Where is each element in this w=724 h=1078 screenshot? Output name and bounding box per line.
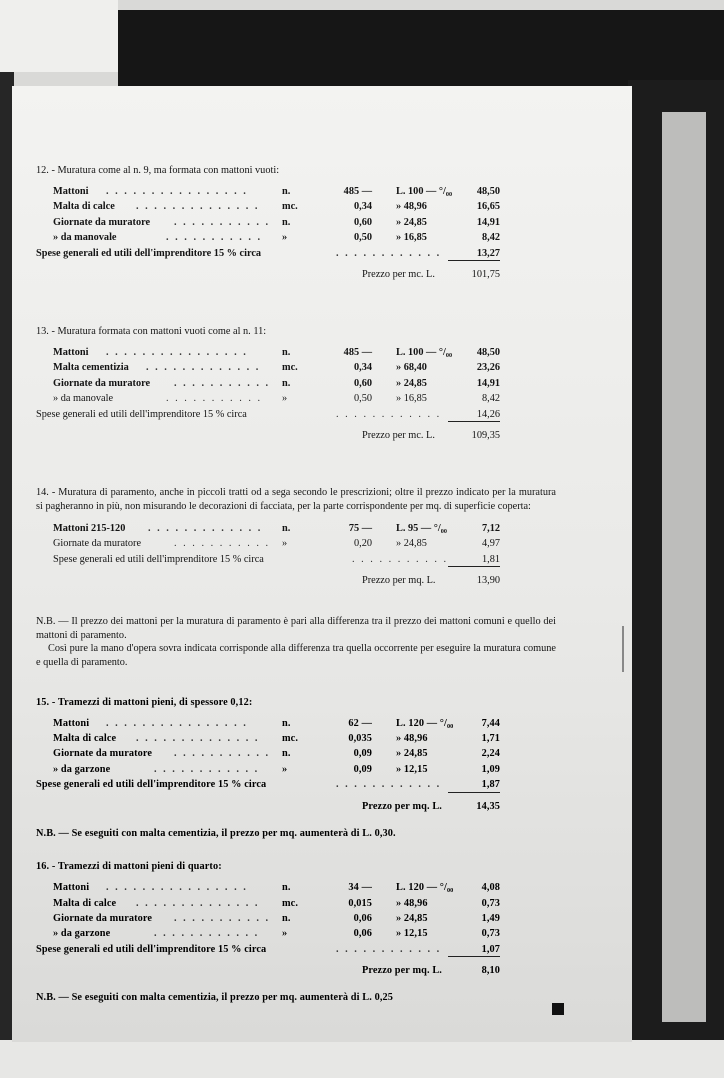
item-label: Spese generali ed utili dell'imprenditore 15 % circa — [36, 943, 267, 955]
item-amount: 48,50 — [476, 186, 500, 197]
item-rate: » 16,85 — [396, 393, 427, 405]
item-unit: mc. — [282, 733, 299, 745]
item-amount: 1,49 — [481, 912, 500, 924]
item-label: Mattoni 215-120 — [53, 523, 126, 535]
item-label: Mattoni — [53, 717, 90, 729]
item-label: Spese generali ed utili dell'imprenditore 15 % circa — [36, 408, 247, 420]
section-heading: 16. - Tramezzi di mattoni pieni di quarto: — [36, 861, 222, 873]
item-rate: L. 95 — °/₀₀ — [396, 523, 447, 535]
item-rate: » 24,85 — [396, 377, 427, 389]
item-label: Malta di calce — [53, 201, 115, 213]
table-row: » da manovale . . . . . . . . . . . » 0,50 » 16,85 8,42 — [53, 393, 500, 405]
table-row: Spese generali ed utili dell'imprenditore 15 % circa . . . . . . . . . . . . 13,27 — [36, 248, 556, 263]
item-qty: 34 — — [348, 882, 372, 894]
item-qty: 0,50 — [353, 232, 372, 244]
item-label: Giornate da muratore — [53, 377, 151, 389]
item-rate: » 24,85 — [396, 912, 428, 924]
note-14 — [36, 615, 556, 669]
item-qty: 0,09 — [353, 748, 372, 760]
section-heading: 12. - Muratura come al n. 9, ma formata con mattoni vuoti: — [36, 165, 280, 176]
cost-table — [36, 718, 556, 795]
item-amount: 7,44 — [481, 717, 500, 729]
table-row: Giornate da muratore . . . . . . . . . . . n. 0,60 » 24,85 14,91 — [53, 216, 500, 228]
item-amount: 4,08 — [481, 882, 500, 894]
cost-table — [36, 347, 556, 424]
item-unit: n. — [282, 523, 291, 535]
item-amount: 14,91 — [476, 216, 500, 228]
item-label: Spese generali ed utili dell'imprenditore 15 % circa — [53, 553, 264, 565]
item-label: Malta cementizia — [53, 362, 129, 374]
item-rate: » 24,85 — [396, 748, 428, 760]
document-page — [12, 86, 632, 1042]
table-row: Spese generali ed utili dell'imprenditore 15 % circa . . . . . . . . . . . . 1,87 — [36, 779, 556, 794]
section-13 — [36, 325, 556, 446]
item-qty: 0,09 — [353, 763, 372, 775]
table-row: Mattoni . . . . . . . . . . . . . . . . n. 62 — L. 120 — °/₀₀ 7,44 — [53, 717, 500, 729]
note-paragraph: N.B. — Se eseguiti con malta cementizia, il prezzo per mq. aumenterà di L. 0,30. — [36, 827, 396, 839]
section-14 — [36, 486, 556, 591]
table-row: Mattoni . . . . . . . . . . . . . . . . n. 485 — L. 100 — °/₀₀ 48,50 — [53, 186, 500, 197]
table-row: Malta di calce . . . . . . . . . . . . . . mc. 0,34 » 48,96 16,65 — [53, 201, 500, 213]
cost-table — [36, 882, 556, 959]
item-unit: » — [282, 538, 288, 550]
total-value: 14,35 — [476, 800, 500, 812]
item-label: » da manovale — [53, 393, 114, 405]
table-row: Malta di calce . . . . . . . . . . . . . . mc. 0,035 » 48,96 1,71 — [53, 733, 500, 745]
item-label: Giornate da muratore — [53, 912, 153, 924]
item-label: Giornate da muratore — [53, 748, 153, 760]
item-unit: n. — [282, 748, 291, 760]
table-row: Malta cementizia . . . . . . . . . . . . . mc. 0,34 » 68,40 23,26 — [53, 362, 500, 374]
total-label: Prezzo per mq. L. — [362, 965, 442, 977]
table-row: Mattoni . . . . . . . . . . . . . . . . n. 34 — L. 120 — °/₀₀ 4,08 — [53, 882, 500, 894]
table-row: Giornate da muratore . . . . . . . . . . . n. 0,60 » 24,85 14,91 — [53, 377, 500, 389]
cost-table — [36, 523, 556, 569]
table-row: » da garzone . . . . . . . . . . . . » 0,06 » 12,15 0,73 — [53, 928, 500, 940]
table-row: Giornate da muratore . . . . . . . . . . . » 0,20 » 24,85 4,97 — [53, 538, 500, 550]
item-unit: » — [282, 393, 288, 405]
item-qty: 0,60 — [353, 377, 372, 389]
total-value: 13,90 — [476, 575, 500, 587]
item-amount: 23,26 — [476, 362, 500, 374]
item-amount: 0,73 — [481, 897, 500, 909]
item-rate: » 12,15 — [396, 928, 428, 940]
item-qty: 485 — — [343, 186, 372, 197]
item-amount: 16,65 — [476, 201, 500, 213]
scan-margin-top — [0, 0, 118, 72]
item-label: Malta di calce — [53, 897, 117, 909]
cost-table — [36, 186, 556, 263]
item-label: » da garzone — [53, 928, 111, 940]
scan-next-page-edge — [662, 112, 706, 1022]
page-content — [36, 164, 556, 1005]
total-value: 8,10 — [481, 965, 500, 977]
note-paragraph: Così pure la mano d'opera sovra indicata corrisponde alla differenza tra quella occorrente per eseguire la muratura comune e quella di paramento. — [36, 643, 556, 669]
item-unit: n. — [282, 186, 291, 197]
item-amount: 8,42 — [481, 393, 500, 405]
item-amount: 1,87 — [448, 779, 500, 793]
section-12 — [36, 164, 556, 285]
table-row: Mattoni 215-120 . . . . . . . . . . . . . n. 75 — L. 95 — °/₀₀ 7,12 — [53, 523, 500, 535]
scan-dark-band — [118, 10, 724, 88]
note-paragraph: N.B. — Il prezzo dei mattoni per la muratura di paramento è pari alla differenza tra il prezzo dei mattoni comuni e quello dei mattoni di paramento. — [36, 616, 556, 641]
item-label: Mattoni — [53, 882, 90, 894]
item-rate: » 24,85 — [396, 216, 427, 228]
item-amount: 4,97 — [481, 538, 500, 550]
item-unit: » — [282, 763, 288, 775]
item-label: Malta di calce — [53, 733, 117, 745]
item-qty: 485 — — [343, 346, 372, 358]
total-row — [36, 799, 556, 817]
scan-margin-bottom — [0, 1040, 724, 1078]
item-unit: mc. — [282, 362, 298, 374]
item-amount: 1,71 — [481, 733, 500, 745]
item-unit: n. — [282, 346, 291, 358]
item-label: Giornate da muratore — [53, 216, 151, 228]
item-rate: » 12,15 — [396, 763, 428, 775]
item-label: Spese generali ed utili dell'imprenditore 15 % circa — [36, 779, 267, 791]
item-qty: 0,06 — [353, 912, 372, 924]
item-qty: 0,34 — [353, 201, 372, 213]
total-row — [36, 573, 556, 591]
item-amount: 2,24 — [481, 748, 500, 760]
total-label: Prezzo per mc. L. — [362, 429, 435, 441]
note-15 — [36, 827, 556, 841]
section-16 — [36, 860, 556, 981]
item-qty: 0,20 — [353, 538, 372, 550]
item-amount: 14,26 — [448, 409, 500, 423]
total-row — [36, 267, 556, 285]
item-rate: » 48,96 — [396, 897, 428, 909]
item-rate: » 68,40 — [396, 362, 427, 374]
item-qty: 0,50 — [353, 393, 372, 405]
item-amount: 7,12 — [481, 523, 500, 535]
total-label: Prezzo per mq. L. — [362, 575, 436, 587]
item-label: » da garzone — [53, 763, 111, 775]
item-rate: » 24,85 — [396, 538, 427, 550]
item-qty: 0,035 — [348, 733, 372, 745]
item-amount: 48,50 — [476, 346, 500, 358]
item-amount: 8,42 — [481, 232, 500, 244]
table-row: Malta di calce . . . . . . . . . . . . . . mc. 0,015 » 48,96 0,73 — [53, 897, 500, 909]
section-15 — [36, 696, 556, 817]
item-unit: n. — [282, 216, 291, 228]
table-row: Spese generali ed utili dell'imprenditore 15 % circa . . . . . . . . . . . . 1,07 — [36, 944, 556, 959]
item-amount: 1,81 — [448, 554, 500, 568]
item-label: Giornate da muratore — [53, 538, 142, 550]
table-row: Giornate da muratore . . . . . . . . . . . n. 0,06 » 24,85 1,49 — [53, 912, 500, 924]
total-value: 109,35 — [471, 429, 500, 441]
item-qty: 0,015 — [348, 897, 372, 909]
item-unit: mc. — [282, 897, 299, 909]
item-qty: 62 — — [348, 717, 372, 729]
page-stamp — [552, 1003, 564, 1015]
item-unit: » — [282, 232, 288, 244]
total-row — [36, 428, 556, 446]
table-row: » da garzone . . . . . . . . . . . . » 0,09 » 12,15 1,09 — [53, 763, 500, 775]
item-rate: » 48,96 — [396, 201, 427, 213]
item-unit: » — [282, 928, 288, 940]
total-row — [36, 963, 556, 981]
item-unit: n. — [282, 912, 291, 924]
item-rate: L. 120 — °/₀₀ — [396, 882, 454, 894]
item-qty: 0,06 — [353, 928, 372, 940]
item-label: Spese generali ed utili dell'imprenditore 15 % circa — [36, 247, 262, 259]
table-row: Spese generali ed utili dell'imprenditore 15 % circa . . . . . . . . . . . 1,81 — [36, 554, 556, 569]
item-amount: 1,09 — [481, 763, 500, 775]
item-rate: » 48,96 — [396, 733, 428, 745]
item-rate: L. 120 — °/₀₀ — [396, 717, 454, 729]
item-rate: L. 100 — °/₀₀ — [396, 346, 453, 358]
total-value: 101,75 — [471, 268, 500, 280]
item-amount: 1,07 — [448, 944, 500, 958]
table-row: Mattoni . . . . . . . . . . . . . . . . n. 485 — L. 100 — °/₀₀ 48,50 — [53, 346, 500, 358]
item-qty: 75 — — [348, 523, 372, 535]
note-paragraph: N.B. — Se eseguiti con malta cementizia, il prezzo per mq. aumenterà di L. 0,25 — [36, 992, 393, 1004]
item-unit: mc. — [282, 201, 298, 213]
item-rate: » 16,85 — [396, 232, 427, 244]
item-qty: 0,60 — [353, 216, 372, 228]
item-amount: 14,91 — [476, 377, 500, 389]
total-label: Prezzo per mq. L. — [362, 800, 442, 812]
item-label: Mattoni — [53, 186, 89, 197]
item-label: » da manovale — [53, 232, 117, 244]
table-row: » da manovale . . . . . . . . . . . » 0,50 » 16,85 8,42 — [53, 232, 500, 244]
section-heading: 14. - Muratura di paramento, anche in piccoli tratti od a sega secondo le prescrizioni; oltre il prezzo indicato per la muratura si pagheranno in più, non misurando le decorazioni di facciata, per la parte corrispondente per mq. di superficie coperta: — [36, 486, 556, 512]
section-heading: 13. - Muratura formata con mattoni vuoti come al n. 11: — [36, 325, 267, 337]
item-amount: 0,73 — [481, 928, 500, 940]
scan-mark — [622, 626, 624, 672]
item-unit: n. — [282, 377, 291, 389]
table-row: Giornate da muratore . . . . . . . . . . . n. 0,09 » 24,85 2,24 — [53, 748, 500, 760]
item-unit: n. — [282, 717, 291, 729]
note-16 — [36, 991, 556, 1005]
item-label: Mattoni — [53, 346, 89, 358]
item-amount: 13,27 — [448, 248, 500, 262]
total-label: Prezzo per mc. L. — [362, 268, 435, 280]
table-row: Spese generali ed utili dell'imprenditore 15 % circa . . . . . . . . . . . . 14,26 — [36, 409, 556, 424]
item-rate: L. 100 — °/₀₀ — [396, 186, 453, 197]
item-unit: n. — [282, 882, 291, 894]
section-heading: 15. - Tramezzi di mattoni pieni, di spessore 0,12: — [36, 696, 253, 708]
item-qty: 0,34 — [353, 362, 372, 374]
